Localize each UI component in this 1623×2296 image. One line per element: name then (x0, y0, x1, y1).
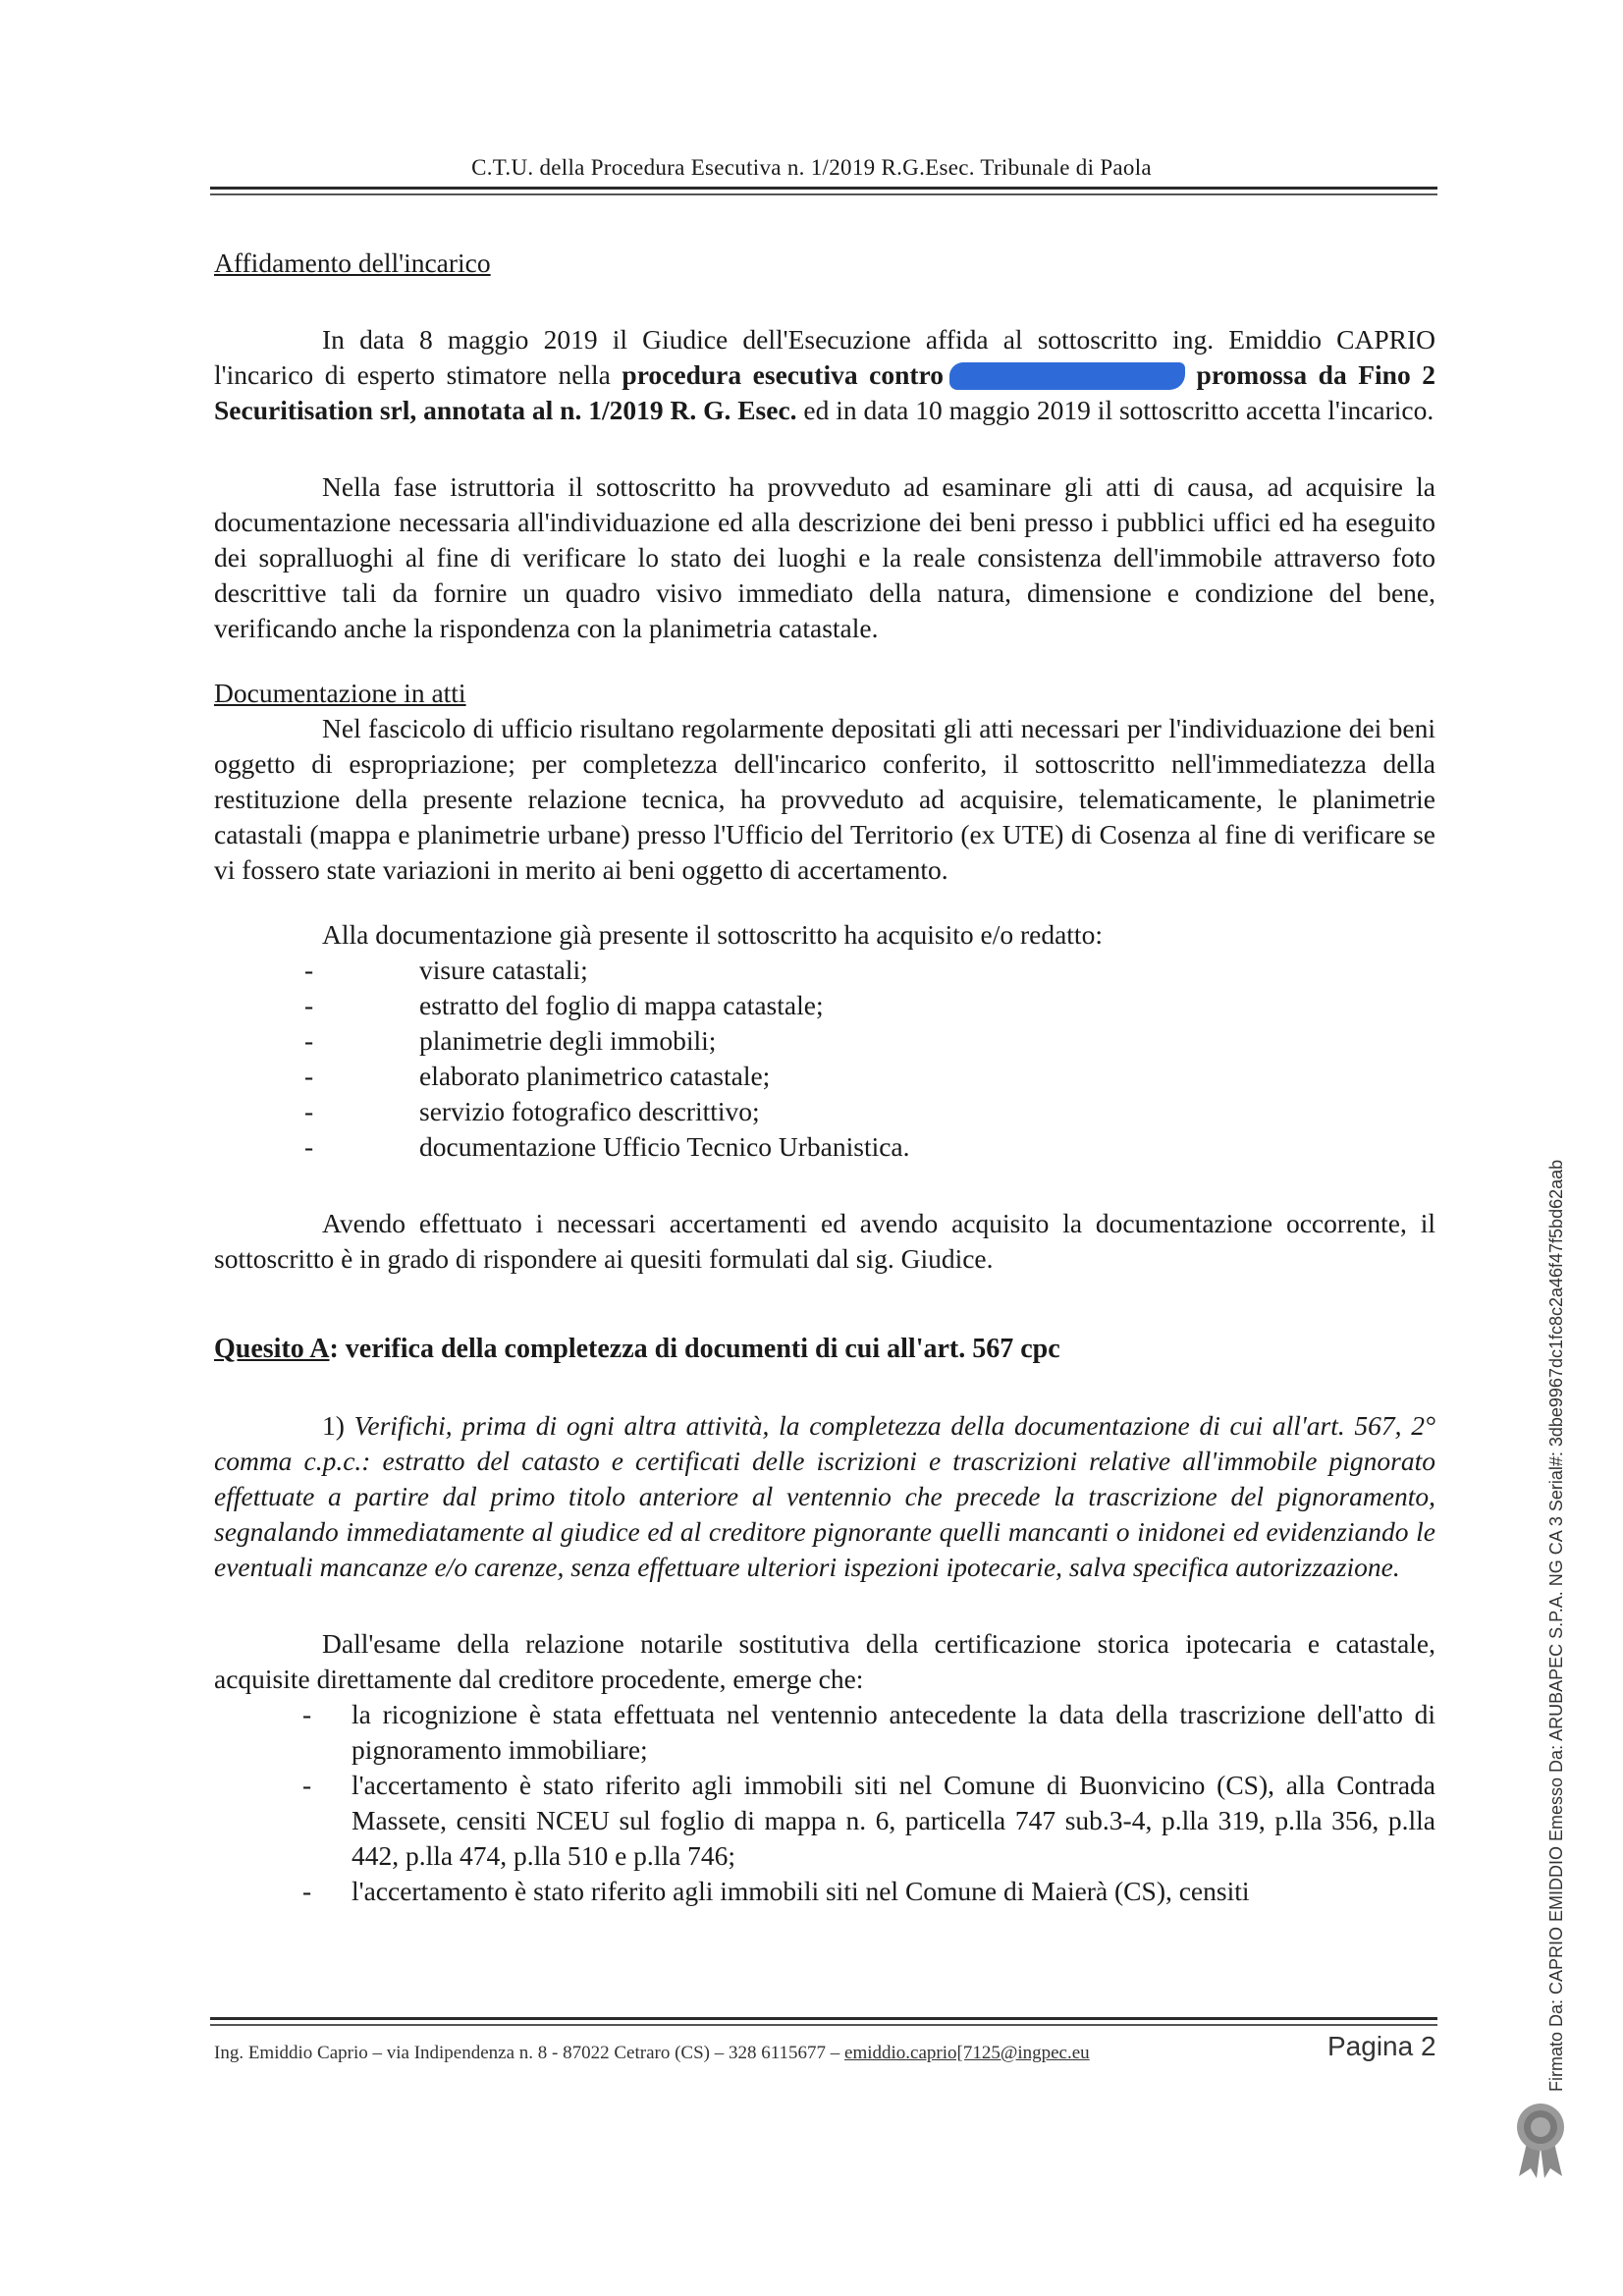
redaction-mark (949, 362, 1185, 390)
bold-run: procedura esecutiva contro (622, 359, 944, 390)
text-run: In data 8 maggio 2019 il Giudice dell'Esecuzione affida al sottoscritto ing. Emiddio CAPRIO l'incarico di esperto stimatore nella (214, 324, 1435, 390)
quesito-label: Quesito A (214, 1334, 330, 1364)
findings-list (214, 1697, 1435, 1909)
section-title-quesito-a (214, 1332, 1435, 1367)
list-item: - l'accertamento è stato riferito agli immobili siti nel Comune di Maierà (CS), censiti (302, 1874, 1435, 1909)
list-item: - l'accertamento è stato riferito agli immobili siti nel Comune di Buonvicino (CS), alla Contrada Massete, censiti NCEU sul foglio di mappa n. 6, particella 747 sub.3-4, p.lla 319, p.lla 356, p.lla 442, p.lla 474, p.lla 510 e p.lla 746; (302, 1768, 1435, 1874)
list-item: - documentazione Ufficio Tecnico Urbanistica. (214, 1129, 1435, 1165)
running-header: C.T.U. della Procedura Esecutiva n. 1/2019 R.G.Esec. Tribunale di Paola (471, 155, 1152, 180)
question-text: Verifichi, prima di ogni altra attività, la completezza della documentazione di cui all'art. 567, 2° comma c.p.c.: estratto del catasto e certificati delle iscrizioni e trascrizioni relative all'immobile pignorato effettuate a partire dal primo titolo anteriore al ventennio che precede la trascrizione del pignoramento, segnalando immediatamente al giudice ed al creditore pignorante quelli mancanti o inidonei ed evidenziando le eventuali mancanze e/o carenze, senza effettuare ulteriori ispezioni ipotecarie, salva specifica autorizzazione. (214, 1410, 1435, 1582)
footer-address (214, 2043, 1090, 2064)
bold-run: promossa da Fino 2 Securitisation srl, annotata al n. 1/2019 R. G. Esec. (214, 359, 1436, 425)
list-item: - planimetrie degli immobili; (214, 1023, 1435, 1059)
header-rule (210, 187, 1437, 195)
paragraph-documentazione-1: Nel fascicolo di ufficio risultano regolarmente depositati gli atti necessari per l'individuazione dei beni oggetto di espropriazione; per completezza dell'incarico conferito, il sottoscritto nell'immediatezza della restituzione della presente relazione tecnica, ha provveduto ad acquisire, telematicamente, le planimetrie catastali (mappa e planimetrie urbane) presso l'Ufficio del Territorio (ex UTE) di Cosenza al fine di verificare se vi fossero state variazioni in merito ai beni oggetto di accertamento. (214, 713, 1435, 885)
seal-icon (1509, 2100, 1572, 2178)
quesito-question-1 (214, 1408, 1435, 1585)
list-item: - visure catastali; (214, 953, 1435, 988)
footer-rule (210, 2017, 1437, 2026)
digital-signature-text: Firmato Da: CAPRIO EMIDDIO Emesso Da: ARUBAPEC S.P.A. NG CA 3 Serial#: 3dbe9967dc1fc8c2a46f47f5bd62aab (1546, 1159, 1566, 2092)
section-title-documentazione: Documentazione in atti (214, 678, 466, 708)
footer-address-text: Ing. Emiddio Caprio – via Indipendenza n. 8 - 87022 Cetraro (CS) – 328 6115677 – (214, 2043, 845, 2063)
page-content (214, 246, 1435, 1909)
documents-list (214, 953, 1435, 1165)
paragraph-documentazione-2: Avendo effettuato i necessari accertamenti ed avendo acquisito la documentazione occorrente, il sottoscritto è in grado di rispondere ai quesiti formulati dal sig. Giudice. (214, 1208, 1435, 1274)
list-intro: Alla documentazione già presente il sottoscritto ha acquisito e/o redatto: (322, 919, 1103, 950)
list-item: - servizio fotografico descrittivo; (214, 1094, 1435, 1129)
text-run: ed in data 10 maggio 2019 il sottoscritto accetta l'incarico. (796, 395, 1434, 425)
paragraph-affidamento-1 (214, 322, 1435, 428)
list-item: - elaborato planimetrico catastale; (214, 1059, 1435, 1094)
footer-email: emiddio.caprio[7125@ingpec.eu (844, 2043, 1090, 2063)
list-item: - estratto del foglio di mappa catastale; (214, 988, 1435, 1023)
paragraph-quesito-2: Dall'esame della relazione notarile sostitutiva della certificazione storica ipotecaria e catastale, acquisite direttamente dal creditore procedente, emerge che: (214, 1628, 1435, 1694)
page-number: Pagina 2 (1327, 2031, 1436, 2061)
section-title-affidamento: Affidamento dell'incarico (214, 247, 491, 278)
list-item: - la ricognizione è stata effettuata nel ventennio antecedente la data della trascrizione dell'atto di pignoramento immobiliare; (302, 1697, 1435, 1768)
question-number: 1) (322, 1410, 354, 1441)
paragraph-affidamento-2: Nella fase istruttoria il sottoscritto ha provveduto ad esaminare gli atti di causa, ad acquisire la documentazione necessaria all'individuazione ed alla descrizione dei beni presso i pubblici uffici ed ha eseguito dei sopralluoghi al fine di verificare lo stato dei luoghi e la reale consistenza dell'immobile attraverso foto descrittive tali da fornire un quadro visivo immediato della natura, dimensione e condizione del bene, verificando anche la rispondenza con la planimetria catastale. (214, 471, 1435, 643)
quesito-title-text: : verifica della completezza di documenti di cui all'art. 567 cpc (329, 1334, 1060, 1364)
